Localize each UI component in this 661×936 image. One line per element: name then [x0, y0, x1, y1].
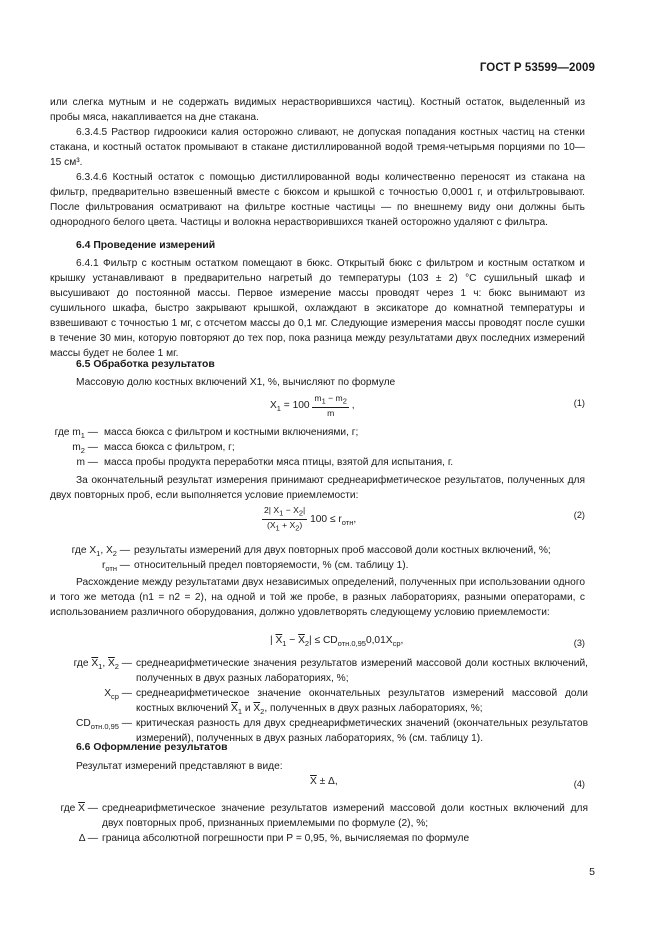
- legend-symbol-cd: $CD_{отн.0,95}$ —: [75, 718, 132, 732]
- formula-4: $\overline{X} \pm \Delta$,: [310, 776, 338, 787]
- formula-1-legend: [0, 425, 661, 473]
- equation-number-3: (3): [573, 638, 585, 648]
- paragraph-6-3-4-6: 6.3.4.6 Костный остаток с помощью дистиллированной воды количественно переносят из стакана на фильтр, предварительно взвешенный вместе с бюксом и крышкой с точностью 0,0001 г, и отфильтровывают. После фильтрования осматривают на фильтре костные частицы — по внешнему виду они должны быть однородного белого цвета. Частицы и волокна нерастворившихся тканей осторожно удаляют с фильтра.: [50, 172, 585, 228]
- equation-number-1: (1): [573, 398, 585, 408]
- equation-number-4: (4): [573, 779, 585, 789]
- legend-symbol-m2: $m_2$ —: [72, 442, 98, 456]
- legend-text-x1x2: результаты измерений для двух повторных проб массовой доли костных включений, %;: [134, 545, 551, 556]
- standard-header: ГОСТ Р 53599—2009: [479, 62, 595, 74]
- formula-3-legend: [0, 656, 661, 746]
- paragraph-result-form: Результат измерений представляют в виде:: [76, 761, 283, 772]
- legend-symbol-xbar: где $\overline{X}_1$, $\overline{X}_2$ —: [73, 658, 132, 672]
- legend-text-xmean: среднеарифметическое значение результатов измерений массовой доли костных включений для двух повторных проб, признанных приемлемыми по формуле (2), %;: [102, 803, 588, 829]
- page-number: 5: [589, 866, 595, 878]
- formula-3: | $\overline{X}_1 - \overline{X}_2| \le CD_{отн.0,95}0,01X_{ср}$,: [270, 635, 404, 649]
- paragraph-6-3-4-5: 6.3.4.5 Раствор гидроокиси калия осторожно сливают, не допуская попадания костных частиц на стенки стакана, и костный остаток промывают в стакане дистиллированной водой тремя-четырьмя порциями по 10—15 см³.: [50, 127, 585, 168]
- section-heading-6-6: 6.6 Оформление результатов: [76, 742, 228, 753]
- paragraph-continuation: или слегка мутным и не содержать видимых нерастворившихся частиц). Костный остаток, выделенный из пробы мяса, накапливается на дне стакана.: [50, 97, 585, 123]
- section-heading-6-5: 6.5 Обработка результатов: [76, 359, 215, 370]
- formula-4-legend: [0, 801, 661, 846]
- legend-symbol-xmean: где $\overline{X}$ —: [60, 803, 98, 814]
- paragraph-final-result: За окончательный результат измерения принимают среднеарифметическое результатов, полученных для двух повторных проб, если выполняется условие приемлемости:: [50, 475, 585, 501]
- legend-text-m2: масса бюкса с фильтром, г;: [104, 442, 235, 453]
- legend-text-xcp: среднеарифметическое значение окончательных результатов измерений массовой доли костных включений $\overline{X}_1$ и $\overline{X}_2$, полученных в двух разных лабораториях, %;: [136, 688, 588, 717]
- legend-text-delta: граница абсолютной погрешности при Р = 0,95, %, вычисляемая по формуле: [102, 833, 470, 844]
- paragraph-mass-fraction-intro: Массовую долю костных включений X1, %, вычисляют по формуле: [76, 377, 396, 388]
- legend-symbol-r: $r_{отн}$ —: [101, 560, 130, 574]
- paragraph-discrepancy: Расхождение между результатами двух независимых определений, полученных при использовании одного и того же метода (n1 = n2 = 2), на одной и той же пробе, в разных лабораториях, разными операторами, с использованием различного оборудования, должно удовлетворять следующему условию приемлемости:: [50, 577, 585, 618]
- equation-number-2: (2): [573, 510, 585, 520]
- legend-text-xbar: среднеарифметические значения результатов измерений массовой доли костных включений, полученных в двух разных лабораториях, %;: [136, 658, 588, 684]
- section-heading-6-4: 6.4 Проведение измерений: [76, 240, 216, 251]
- legend-text-m: масса пробы продукта переработки мяса птицы, взятой для испытания, г.: [104, 457, 454, 468]
- formula-2: $\frac{2| X_1 - X_2|}{(X_1 + X_2)}$ $100 \le r_{отн}$,: [264, 505, 357, 533]
- legend-text-m1: масса бюкса с фильтром и костными включениями, г;: [104, 427, 359, 438]
- formula-1: $X_1 = 100$ $\frac{m_1 - m_2}{m}$ ,: [270, 393, 355, 418]
- legend-symbol-m1: где $m_1$ —: [54, 427, 98, 441]
- paragraph-6-4-1: 6.4.1 Фильтр с костным остатком помещают в бюкс. Открытый бюкс с фильтром и костным остатком и крышку устанавливают в предварительно нагретый до температуры (103 ± 2) °С сушильный шкаф и высушивают до постоянной массы. Первое измерение массы проводят через 1 ч: бюкс вынимают из сушильного шкафа, быстро закрывают крышкой, охлаждают в эксикаторе до комнатной температуры и взвешивают с точностью 1 мг, с отсчетом массы до 0,1 мг. Следующие измерения массы проводят после сушки в течение 30 мин, которую повторяют до тех пор, пока разница между результатами двух последних измерений массы будет не более 1 мг.: [50, 258, 585, 359]
- legend-text-r: относительный предел повторяемости, % (см. таблицу 1).: [134, 560, 409, 571]
- legend-text-cd: критическая разность для двух среднеарифметических значений (окончательных результатов измерений), полученных в двух разных лабораториях, % (см. таблицу 1).: [136, 718, 588, 744]
- legend-symbol-xcp: $X_{ср}$ —: [104, 688, 132, 702]
- legend-symbol-delta: Δ —: [78, 833, 98, 844]
- formula-2-legend: [0, 543, 661, 575]
- legend-symbol-x1x2: где $X_1$, $X_2$ —: [71, 545, 130, 559]
- legend-symbol-m: m —: [76, 457, 98, 468]
